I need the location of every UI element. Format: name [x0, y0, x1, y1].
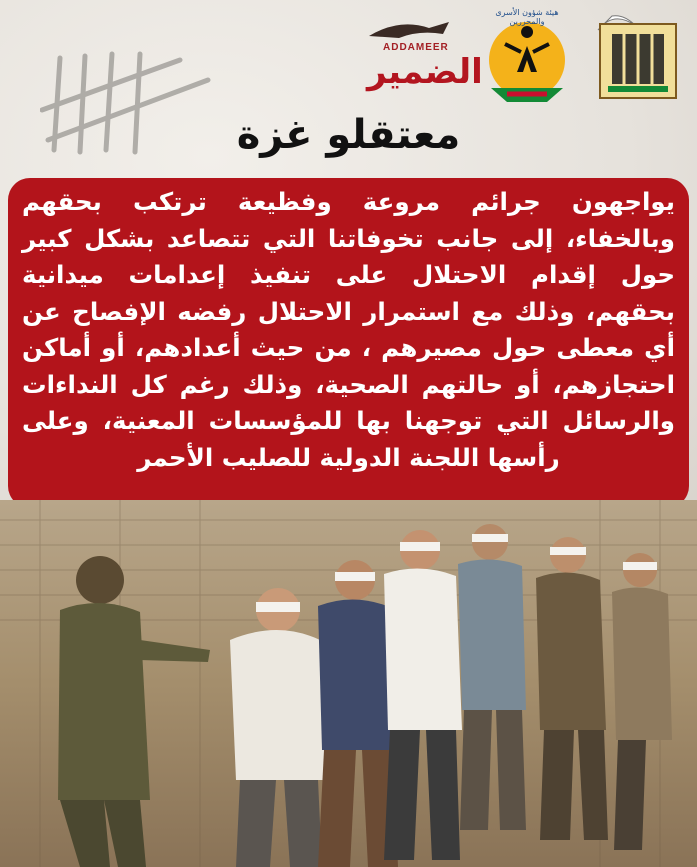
statement-box — [8, 178, 689, 508]
statement-text: يواجهون جرائم مروعة وفظيعة ترتكب بحقهم وبالخفاء، إلى جانب تخوفاتنا التي تتصاعد بشكل كبير حول إقدام الاحتلال على تنفيذ إعدامات ميدانية بحقهم، وذلك مع استمرار الاحتلال رفضه الإفصاح عن أي معطى حول مصيرهم ، من حيث أعدادهم، أو أماكن احتجازهم، أو حالتهم الصحية، وذلك رغم كل النداءات والرسائل التي توجهنا بها للمؤسسات المعنية، وعلى رأسها اللجنة الدولية للصليب الأحمر — [22, 187, 675, 472]
addameer-ar-text: الضمير — [367, 52, 483, 92]
emblem-logo — [584, 8, 689, 108]
addameer-logo — [359, 8, 483, 108]
addameer-en-text: ADDAMEER — [383, 42, 449, 53]
detainees-photo — [0, 500, 697, 867]
prisoners-commission-text: هيئة شؤون الأسرى والمحررين — [495, 8, 559, 26]
logos-group — [359, 8, 689, 113]
page-title: معتقلو غزة — [236, 112, 461, 158]
prisoners-commission-logo — [477, 8, 577, 113]
